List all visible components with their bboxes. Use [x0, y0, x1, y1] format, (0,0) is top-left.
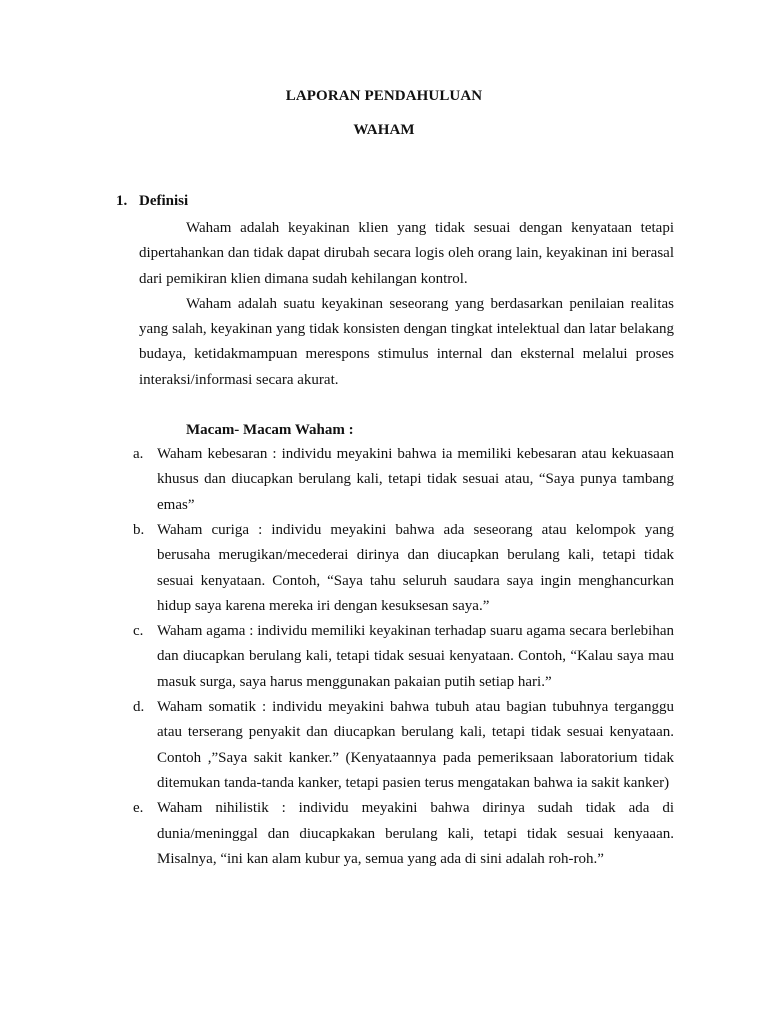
list-marker: c. [133, 623, 144, 640]
list-marker: d. [133, 699, 145, 716]
list-item-text: Waham kebesaran : individu meyakini bahwa ia memiliki kebesaran atau kekuasaan khusus dan diucapkan berulang kali, tetapi tidak sesuai atau, “Saya punya tambang emas” [157, 446, 674, 513]
section-title: Definisi [139, 193, 189, 209]
list-item-text: Waham somatik : individu meyakini bahwa tubuh atau bagian tubuhnya terganggu atau terserang penyakit dan diucapkan berulang kali, tetapi tidak sesuai kenyataan. Contoh ,”Saya sakit kanker.” (Kenyataannya pada pemeriksaan laboratorium tidak ditemukan tanda-tanda kanker, tetapi pasien terus mengatakan bahwa ia sakit kanker) [157, 699, 674, 791]
list-item-text: Waham curiga : individu meyakini bahwa ada seseorang atau kelompok yang berusaha merugikan/mecederai dirinya dan diucapkan berulang kali, tetapi tidak sesuai kenyataan. Contoh, “Saya tahu seluruh saudara saya ingin menghancurkan hidup saya karena mereka iri dengan kesuksesan saya.” [157, 521, 674, 614]
list-item [133, 796, 674, 872]
definition-paragraph-2: Waham adalah suatu keyakinan seseorang yang berdasarkan penilaian realitas yang salah, keyakinan yang tidak konsisten dengan tingkat intelektual dan latar belakang budaya, ketidakmampuan merespons stimulus internal dan eksternal melalui proses interaksi/informasi secara akurat. [139, 295, 674, 388]
list-marker: e. [133, 800, 144, 817]
list-item-text: Waham nihilistik : individu meyakini bahwa dirinya sudah tidak ada di dunia/meninggal dan diucapkakan berulang kali, tetapi tidak sesuai kenyaaan. Misalnya, “ini kan alam kubur ya, semua yang ada di sini adalah roh-roh.” [157, 800, 674, 867]
document-subtitle: WAHAM [353, 122, 415, 138]
list-item [133, 518, 674, 619]
list-item [133, 619, 674, 695]
definition-paragraph-1: Waham adalah keyakinan klien yang tidak sesuai dengan kenyataan tetapi dipertahankan dan tidak dapat dirubah secara logis oleh orang lain, keyakinan ini berasal dari pemikiran klien dimana sudah kehilangan kontrol. [139, 220, 674, 287]
list-marker: a. [133, 446, 144, 463]
document-title: LAPORAN PENDAHULUAN [285, 88, 483, 104]
types-list [116, 442, 674, 872]
list-marker: b. [133, 521, 145, 538]
section-number: 1. [116, 193, 128, 209]
section-definisi [116, 192, 674, 872]
section-heading [116, 192, 674, 210]
list-item-text: Waham agama : individu memiliki keyakinan terhadap suaru agama secara berlebihan dan diucapkan berulang kali, tetapi tidak sesuai kenyataan. Contoh, “Kalau saya mau masuk surga, saya harus menggunakan pakaian putih setiap hari.” [157, 623, 674, 690]
types-subheading: Macam- Macam Waham : [186, 422, 354, 439]
list-item [133, 442, 674, 518]
list-item [133, 695, 674, 796]
